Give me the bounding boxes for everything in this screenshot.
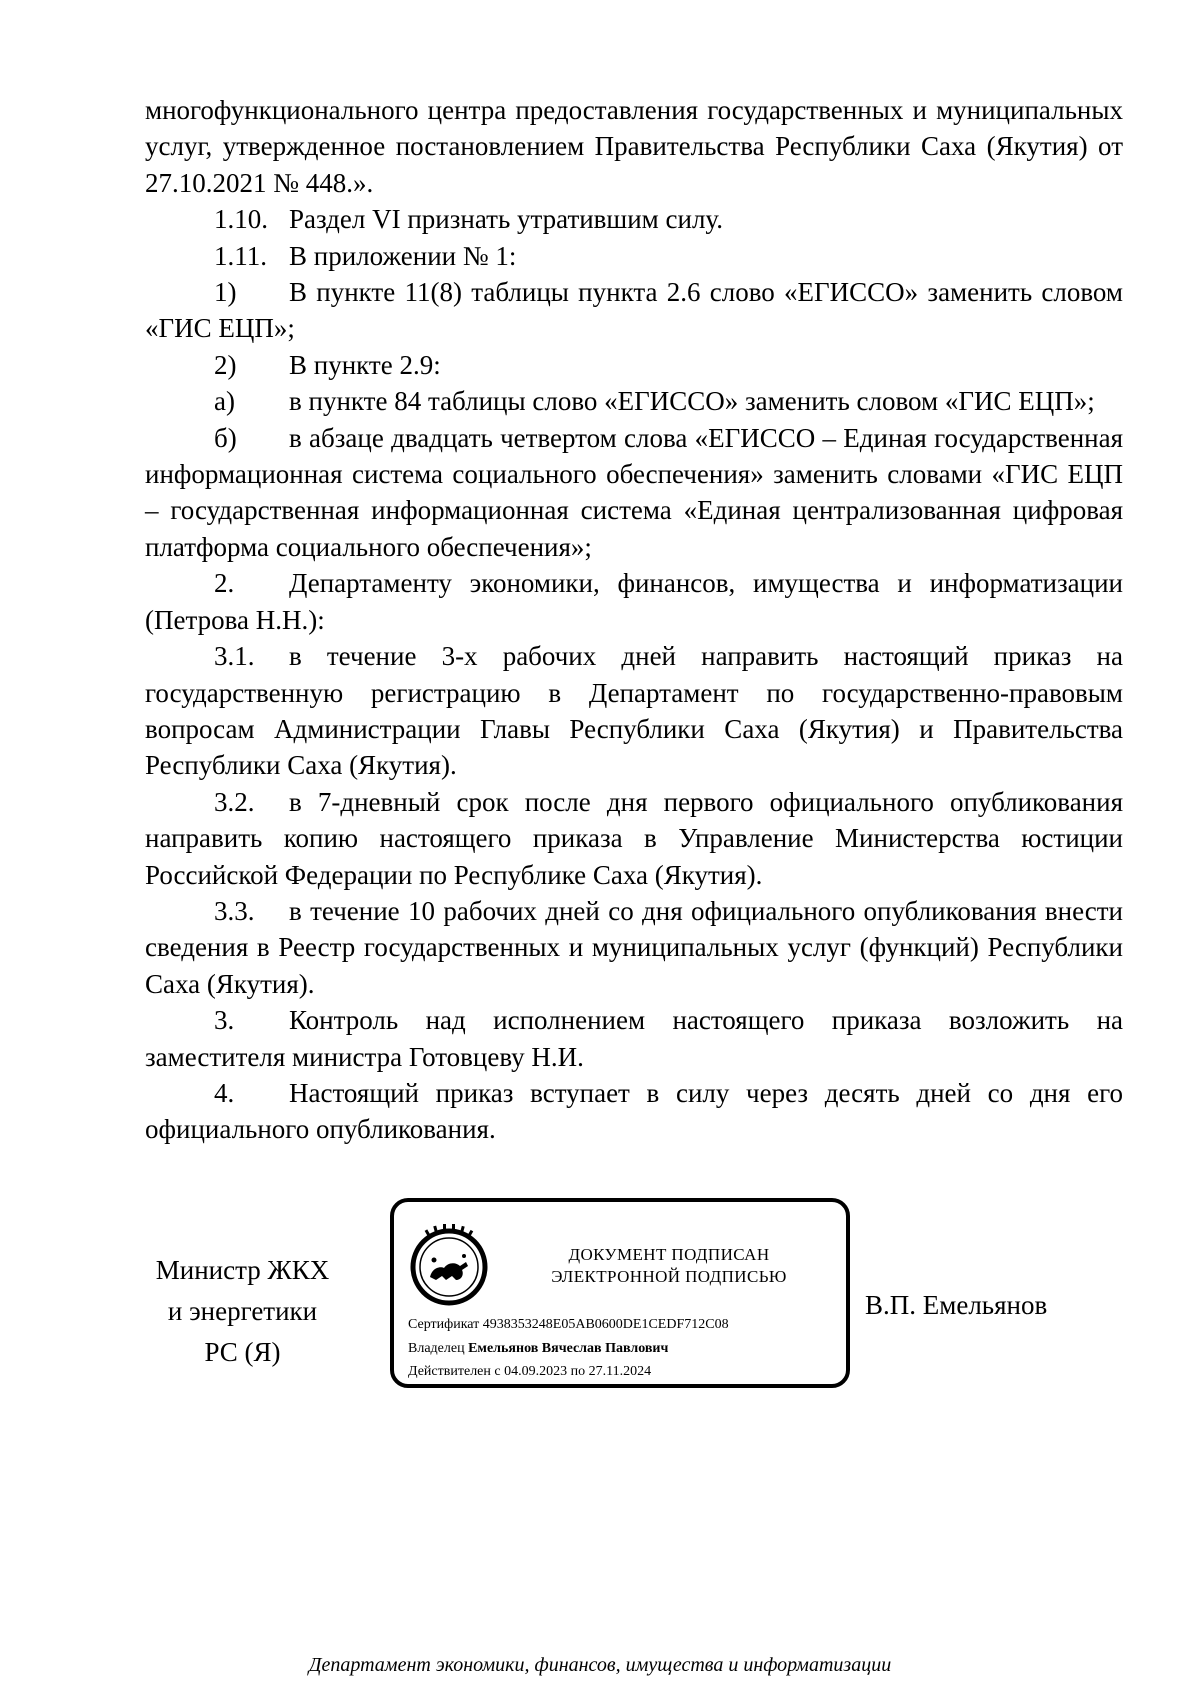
stamp-validity-line	[408, 1363, 651, 1381]
paragraph-number: 3.1.	[214, 641, 255, 672]
document-body	[145, 92, 1123, 1148]
paragraph-subitem-b	[145, 420, 1123, 566]
paragraph-item-1	[145, 274, 1123, 347]
signer-name: В.П. Емельянов	[865, 1290, 1048, 1320]
minister-title-line: Министр ЖКХ	[155, 1255, 330, 1285]
minister-title	[130, 1250, 355, 1373]
republic-emblem-icon	[406, 1222, 492, 1308]
minister-title-line: и энергетики	[167, 1296, 318, 1326]
paragraph-text: в пункте 84 таблицы слово «ЕГИССО» заменить словом «ГИС ЕЦП»;	[289, 386, 1095, 417]
paragraph-3-3	[145, 893, 1123, 1002]
paragraph-text: В приложении № 1:	[289, 240, 517, 271]
paragraph-number: 2.	[214, 568, 235, 599]
stamp-header-line: ЭЛЕКТРОННОЙ ПОДПИСЬЮ	[551, 1267, 787, 1286]
minister-title-line: РС (Я)	[204, 1337, 281, 1367]
paragraph-3-1	[145, 638, 1123, 784]
paragraph-text: Департаменту экономики, финансов, имущества и информатизации (Петрова Н.Н.):	[145, 568, 1123, 635]
certificate-value: 4938353248E05AB0600DE1CEDF712C08	[482, 1317, 729, 1332]
paragraph-text: многофункционального центра предоставления государственных и муниципальных услуг, утвержденное постановлением Правительства Республики Саха (Якутия) от 27.10.2021 № 448.».	[145, 95, 1123, 198]
paragraph-item-2	[145, 347, 1123, 383]
paragraph-3	[145, 1002, 1123, 1075]
paragraph-number: 1.11.	[214, 240, 267, 271]
paragraph-3-2	[145, 784, 1123, 893]
paragraph-text: Контроль над исполнением настоящего приказа возложить на заместителя министра Готовцеву Н.И.	[145, 1005, 1123, 1072]
paragraph-number: 1)	[214, 277, 237, 308]
owner-label: Владелец	[408, 1341, 465, 1356]
stamp-header-line: ДОКУМЕНТ ПОДПИСАН	[568, 1245, 770, 1264]
paragraph-2	[145, 565, 1123, 638]
owner-value: Емельянов Вячеслав Павлович	[468, 1341, 669, 1356]
paragraph-text: В пункте 2.9:	[289, 349, 441, 380]
valid-label: Действителен с	[408, 1364, 501, 1379]
paragraph-number: 3.3.	[214, 895, 255, 926]
paragraph-number: 4.	[214, 1077, 235, 1108]
valid-from: 04.09.2023	[504, 1364, 568, 1379]
paragraph-number: 2)	[214, 349, 237, 380]
certificate-label: Сертификат	[408, 1317, 480, 1332]
paragraph-number: 3.	[214, 1005, 235, 1036]
paragraph-4	[145, 1075, 1123, 1148]
paragraph-text: в 7-дневный срок после дня первого официального опубликования направить копию настоящего приказа в Управление Министерства юстиции Российской Федерации по Республике Саха (Якутия).	[145, 786, 1123, 890]
valid-to: 27.11.2024	[588, 1364, 652, 1379]
paragraph-text: в течение 3-х рабочих дней направить настоящий приказ на государственную регистрацию в Департамент по государственно-правовым вопросам Администрации Главы Республики Саха (Якутия) и Правительства Республики Саха (Якутия).	[145, 641, 1123, 781]
stamp-header	[499, 1244, 839, 1288]
paragraph-subitem-a	[145, 383, 1123, 419]
paragraph-text: в абзаце двадцать четвертом слова «ЕГИССО – Единая государственная информационная система социального обеспечения» заменить словами «ГИС ЕЦП – государственная информационная система «Единая централизованная цифровая платформа социального обеспечения»;	[145, 422, 1123, 562]
paragraph-1-11	[145, 238, 1123, 274]
paragraph-number: 3.2.	[214, 786, 255, 817]
paragraph-text: Раздел VI признать утратившим силу.	[289, 204, 723, 235]
paragraph-1-10	[145, 201, 1123, 237]
page-footer: Департамент экономики, финансов, имущества и информатизации	[308, 1654, 892, 1676]
paragraph-text: в течение 10 рабочих дней со дня официального опубликования внести сведения в Реестр государственных и муниципальных услуг (функций) Республики Саха (Якутия).	[145, 895, 1123, 999]
paragraph-text: Настоящий приказ вступает в силу через десять дней со дня его официального опубликования.	[145, 1077, 1123, 1145]
stamp-certificate-line	[408, 1316, 729, 1334]
stamp-owner-line	[408, 1340, 668, 1358]
paragraph-number: а)	[214, 386, 235, 417]
paragraph-continuation	[145, 92, 1123, 201]
paragraph-number: б)	[214, 422, 237, 453]
paragraph-number: 1.10.	[214, 204, 268, 235]
electronic-signature-stamp	[390, 1198, 850, 1388]
paragraph-text: В пункте 11(8) таблицы пункта 2.6 слово «ЕГИССО» заменить словом «ГИС ЕЦП»;	[145, 277, 1123, 344]
valid-to-label: по	[570, 1364, 586, 1379]
